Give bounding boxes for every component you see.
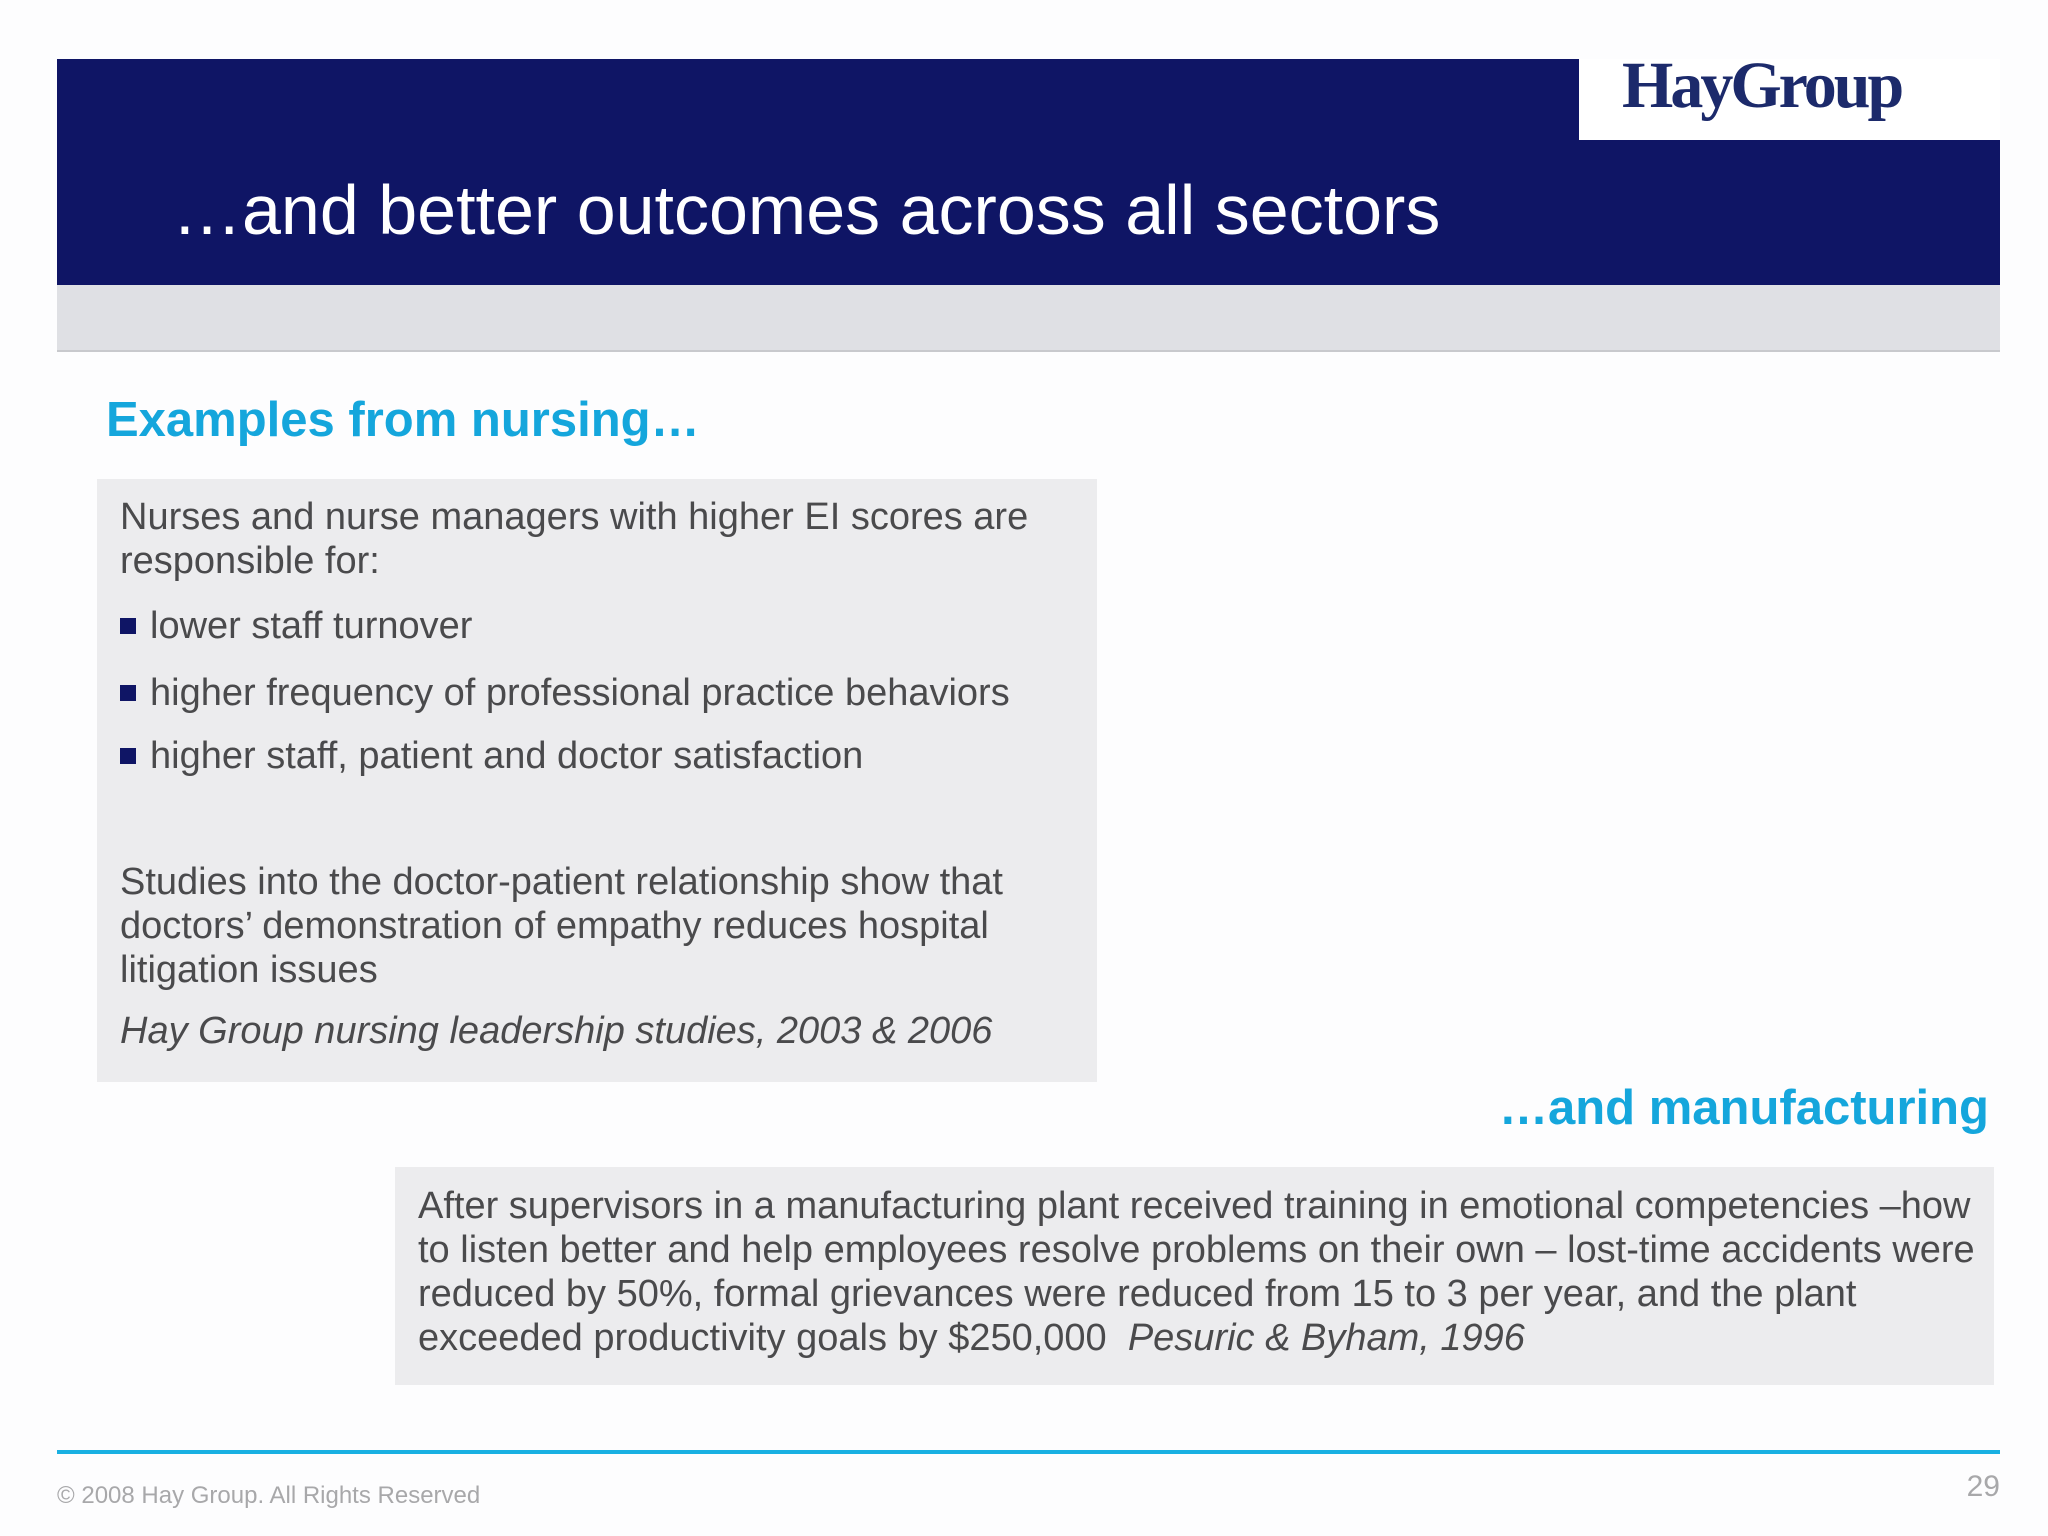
bullet-text: lower staff turnover [150,605,473,647]
manufacturing-citation: Pesuric & Byham, 1996 [1127,1317,1525,1359]
slide-title: …and better outcomes across all sectors [172,171,1441,249]
footer-divider [57,1450,2000,1454]
bullet-item [120,671,1010,715]
haygroup-logo: HayGroup [1622,49,1902,122]
sub-band [57,285,2000,352]
manufacturing-body-text: After supervisors in a manufacturing plant received training in emotional competencies –how to listen better and help employees resolve problems on their own – lost-time accidents were reduced by 50%, formal grievances were reduced from 15 to 3 per year, and the plant exceeded productivity goals by $250,000 [418,1185,1975,1359]
copyright: © 2008 Hay Group. All Rights Reserved [57,1482,481,1509]
bullet-item [120,734,863,778]
nursing-intro: Nurses and nurse managers with higher EI scores are responsible for: [120,496,1029,582]
bullet-item [120,604,472,648]
manufacturing-box [395,1167,1994,1385]
nursing-heading: Examples from nursing… [106,393,700,447]
bullet-text: higher staff, patient and doctor satisfaction [150,735,864,777]
bullet-text: higher frequency of professional practice behaviors [150,672,1010,714]
manufacturing-body [418,1184,1983,1360]
page-number: 29 [1966,1470,2000,1503]
nursing-box [97,479,1097,1082]
nursing-citation: Hay Group nursing leadership studies, 2003 & 2006 [120,1010,993,1052]
studies-text: Studies into the doctor-patient relationship show that doctors’ demonstration of empathy reduces hospital litigation issues [120,861,1003,991]
square-bullet-icon [120,748,136,764]
square-bullet-icon [120,685,136,701]
square-bullet-icon [120,618,136,634]
manufacturing-heading: …and manufacturing [1498,1081,1989,1135]
